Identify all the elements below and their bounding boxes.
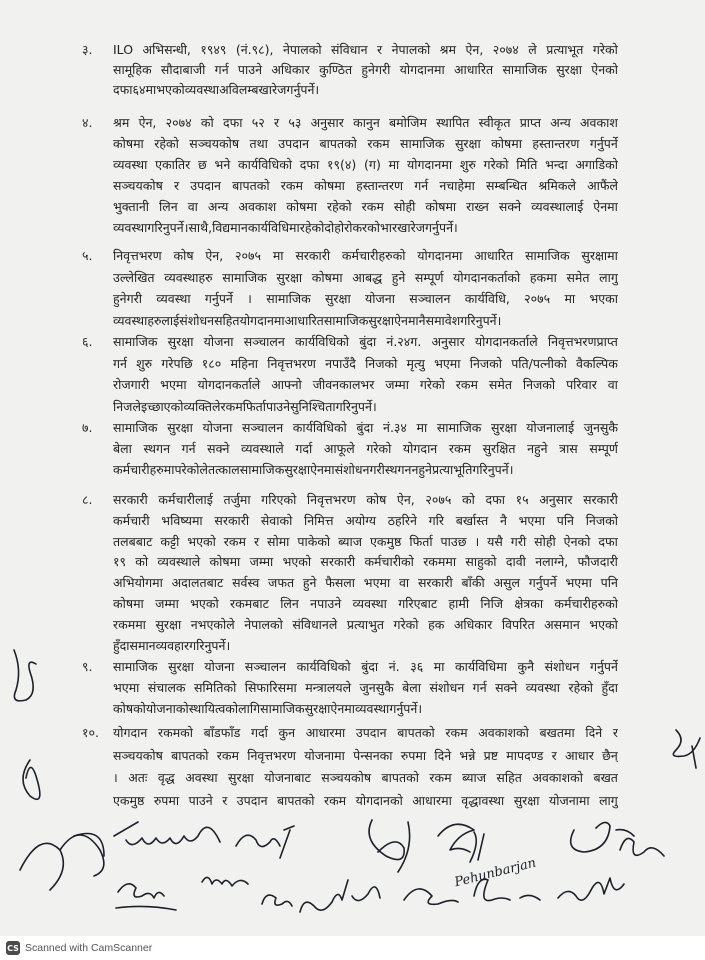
signature-8 (116, 884, 176, 910)
clause-text-line: श्रम ऐन, २०७४ को दफा ५२ र ५३ अनुसार कानुन बमोजिम स्थापित स्वीकृत प्राप्त अन्य अवकाश (113, 115, 618, 130)
clause-text-line: अभियोगमा अदालतबाट सर्वस्व जफत हुने फैसला भएमा वा सरकारी बाँकी असुल गर्नुपर्ने भएमा पनि (113, 575, 618, 591)
clause-text-line: कोषमा जम्मा भएको रकमबाट लिन नपाउने व्यवस्था गरिएबाट हामी निजि क्षेत्रका कर्मचारीहरुको (113, 596, 618, 611)
scanner-watermark-label: Scanned with CamScanner (25, 942, 153, 954)
clause-text-line: सरकारी कर्मचारीलाई तर्जुमा गरिएको निवृत्तभरण कोष ऐन, २०७५ को दफा १५ अनुसार सरकारी (113, 492, 618, 507)
clause-text-line: कर्मचारीहरुमा परेकोले तत्काल सामाजिक सुरक्षा ऐनमा संशोधन गरी स्थगन नहुने प्रत्याभूति गरिनुपर्ने । (113, 462, 514, 477)
handwritten-name: Pehunbarjan (453, 855, 538, 891)
signature-7 (620, 838, 664, 856)
clause-text-line: सञ्चयकोष बापतको रकम निवृत्तभरण योजनामा पेन्सनका रुपमा दिने भन्ने प्रष्ट मापदण्ड र आधार छैन् (113, 747, 618, 763)
clause-text-line: हुनेगरी व्यवस्था गर्नुपर्ने । सामाजिक सुरक्षा योजना सञ्चालन कार्यविधि, २०७५ मा भएका (113, 291, 618, 306)
scanner-footer (0, 936, 705, 960)
clause-text-line: ILO अभिसन्धी, १९४९ (नं.९८), नेपालको संविधान र नेपालको श्रम ऐन, २०७४ ले प्रत्याभूत गरेको (113, 42, 618, 57)
clause-number: ६. (82, 334, 93, 349)
clause-text-line: योगदान रकमको बाँडफाँड गर्दा कुन आधारमा उपदान बापतको रकम अवकाशको बखतमा दिने र (113, 725, 618, 740)
clause-text-line: गर्न शुरु गरेपछि १८० महिना निवृत्तभरण नपाउँदै निजको मृत्यु भएमा निजको पति/पत्नीको वैकल्पिक (113, 355, 618, 371)
clause-text-line: उल्लेखित व्यवस्थाहरु सामाजिक सुरक्षा कोषमा आबद्ध हुने सम्पूर्ण योगदानकर्ताको हकमा समेत लागु (113, 269, 618, 285)
clause-text-line: हुँदा समान व्यवहार गरिनुपर्ने । (113, 637, 231, 653)
margin-signature-right (673, 730, 700, 768)
clause-text-line: भुक्तानी लिन वा अन्य अवकाश कोषमा रहेको रकम सोही कोषमा राख्न सक्ने व्यवस्थालाई ऐनमा (113, 199, 618, 214)
clause-text-line: व्यवस्था एकातिर छ भने कार्यविधिको दफा १९(४) (ग) मा योगदानमा शुरु गरेको मिति भन्दा अगाडिको (113, 157, 618, 172)
clause-text-line: । अतः वृद्ध अवस्था सुरक्षा योजनाबाट सञ्चयकोष बापतको रकम ब्याज सहित अवकाशको बखत (113, 770, 618, 785)
clause-text-line: व्यवस्थाहरुलाई संशोधन सहित योगदानमा आधारित सामाजिक सुरक्षा ऐनमा नै समावेश गरिनुपर्ने । (113, 312, 502, 328)
clause-number: ९. (82, 659, 93, 674)
clause-text-line: कोषमा रहेको सञ्चयकोष तथा उपदान बापतको रकम सामाजिक सुरक्षा कोषमा हस्तान्तरण गर्नुपर्ने (113, 136, 618, 151)
signature-1 (20, 822, 138, 890)
signature-11 (300, 880, 380, 912)
signature-9 (202, 877, 248, 886)
clause-text-line: तलबबाट कट्टी भएको रकम र सोमा पाकेको ब्याज एकमुष्ठ फिर्ता पाउछ । यसै गरी सोही ऐनको दफा (113, 533, 618, 549)
camscanner-logo-icon: CS (6, 941, 20, 955)
margin-signature-left (14, 650, 36, 701)
clause-text-line: कोषको योजनाको स्थायित्वको लागि सामाजिक सुरक्षा ऐनमा व्यवस्था गर्नुपर्ने । (113, 701, 423, 716)
clause-number: ७. (82, 420, 93, 435)
clause-text-line: सामाजिक सुरक्षा योजना सञ्चालन कार्यविधिको बुंदा नं.२४ग. अनुसार योगदानकर्ताले निवृत्तभरणप्राप्त (113, 334, 618, 349)
signature-3 (236, 826, 294, 858)
clause-text-line: सामूहिक सौदाबाजी गर्न पाउने अधिकार कुण्ठित हुनेगरी योगदानमा आधारित सामाजिक सुरक्षा ऐनको (113, 62, 618, 77)
signature-13 (474, 879, 540, 900)
margin-signature-left-2 (23, 760, 40, 799)
clause-text-line: बेला स्थगन गर्न सक्ने व्यवस्थाले गर्दा आफूले गरेको योगदान रकम सुरक्षित नहुने त्रास सम्पूर्ण (113, 441, 618, 456)
clause-text-line: सञ्चयकोष र उपदान बापतको रकम कोषमा हस्तान्तरण गर्न नचाहेमा सम्बन्धित श्रमिकले आफैंले (113, 178, 618, 193)
clause-text-line: कर्मचारी भविष्यमा सरकारी सेवाको निमित्त अयोग्य ठहरिने गरि बर्खास्त नै भएमा पनि निजको (113, 512, 618, 528)
clause-text-line: रकममा सुरक्षा नभएकोले नेपालको संविधानले प्रत्याभुत गरेको हक अधिकार विपरित असमान भएको (113, 616, 618, 632)
clause-text-line: व्यवस्था गरिनु पर्ने । साथै, विद्यमान कार्यविधिमा रहेको दोहोरो करको भार खारेज गर्नुपर्ने । (113, 220, 458, 235)
signature-6 (571, 822, 634, 852)
signature-2 (126, 827, 220, 844)
clause-text-line: एकमुष्ठ रुपमा पाउने र उपदान बापतको रकम योगदानको आधारमा वृद्धावस्था सुरक्षा योजनामा लागु (113, 792, 618, 808)
clause-text-line: भएमा संचालक समितिको सिफारिसमा मन्त्रालयले जुनसुकै बेला संशोधन गर्न सक्ने व्यवस्था रहेको हुँदा (113, 680, 618, 695)
clause-number: ४. (82, 115, 93, 130)
signature-12 (404, 889, 458, 904)
clause-text-line: निवृत्तभरण कोष ऐन, २०७५ मा सरकारी कर्मचारीहरुको योगदानमा आधारित सामाजिक सुरक्षामा (113, 248, 618, 263)
clause-text-line: सामाजिक सुरक्षा योजना सञ्चालन कार्यविधिको बुंदा नं. ३६ मा कार्यविधिमा कुनै संशोधन गर्नुपर्ने (113, 659, 618, 674)
clause-text-line: १९ को व्यवस्थाले कोषमा जम्मा भएको सरकारी कर्मचारीको रकममा साहुको दावी नलाग्ने, फौजदारी (113, 554, 618, 570)
signature-10 (262, 895, 292, 906)
clause-number: ३. (82, 42, 93, 57)
clause-text-line: सामाजिक सुरक्षा योजना सञ्चालन कार्यविधिको बुंदा नं.३४ मा सामाजिक सुरक्षा योजनालाई जुनसुकै (113, 420, 618, 435)
clause-number: ५. (82, 248, 93, 263)
clause-text-line: निजले इच्छाएको व्यक्तिले रकम फिर्ता पाउने सुनिश्चिता गरिनुपर्ने । (113, 398, 377, 414)
signature-5 (438, 824, 484, 862)
signature-4 (369, 820, 410, 872)
clause-text-line: रोजगारी भएमा योगदानकर्ताले आफ्नो जीवनकालभर जम्मा गरेको रकम समेत निजको परिवार वा (113, 377, 618, 392)
signature-14 (558, 878, 624, 900)
clause-text-line: दफा ६४ मा भएको व्यवस्था अविलम्ब खारेज गर्नुपर्ने । (113, 82, 320, 97)
clause-number: ८. (82, 492, 93, 507)
clause-number: १०. (82, 725, 99, 740)
